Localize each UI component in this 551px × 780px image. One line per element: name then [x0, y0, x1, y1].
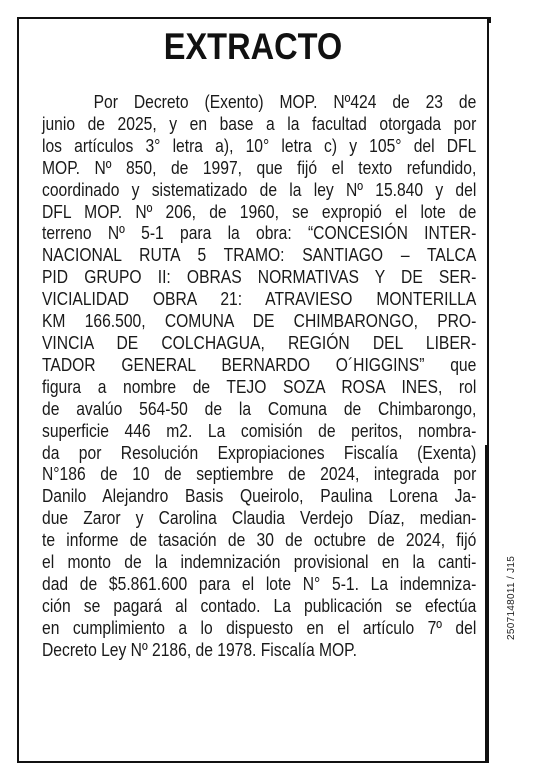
body-line: MOP. Nº 850, de 1997, que fijó el texto refundido, — [42, 157, 477, 178]
frame-side-rule — [485, 445, 489, 763]
body-line: TADOR GENERAL BERNARDO O´HIGGINS” que — [42, 354, 477, 375]
notice-title: EXTRACTO — [163, 26, 343, 67]
body-line: Por Decreto (Exento) MOP. Nº424 de 23 de — [93, 92, 477, 112]
body-line: junio de 2025, y en base a la facultad otorgada por — [42, 113, 477, 134]
body-line: VINCIA DE COLCHAGUA, REGIÓN DEL LIBER- — [42, 332, 477, 353]
body-line: los artículos 3° letra a), 10° letra c) y 105° del DFL — [42, 135, 477, 156]
body-line: NACIONAL RUTA 5 TRAMO: SANTIAGO – TALCA — [42, 245, 477, 266]
body-line: el monto de la indemnización provisional en la canti- — [42, 552, 477, 573]
body-line: Danilo Alejandro Basis Queirolo, Paulina Lorena Ja- — [42, 486, 477, 507]
body-line: VICIALIDAD OBRA 21: ATRAVIESO MONTERILLA — [42, 289, 477, 310]
body-line: ción se pagará al contado. La publicación se efectúa — [42, 595, 477, 616]
body-line: Decreto Ley Nº 2186, de 1978. Fiscalía MOP. — [42, 639, 357, 660]
body-line: figura a nombre de TEJO SOZA ROSA INES, rol — [42, 376, 477, 397]
body-line: N°186 de 10 de septiembre de 2024, integrada por — [42, 464, 477, 485]
body-line: superficie 446 m2. La comisión de peritos, nombra- — [42, 420, 477, 441]
body-line: da por Resolución Expropiaciones Fiscalía (Exenta) — [42, 442, 477, 463]
body-line: PID GRUPO II: OBRAS NORMATIVAS Y DE SER- — [42, 267, 477, 288]
body-line: en cumplimiento a lo dispuesto en el artículo 7º del — [42, 617, 477, 638]
body-line: DFL MOP. Nº 206, de 1960, se expropió el lote de — [42, 201, 477, 222]
body-line: KM 166.500, COMUNA DE CHIMBARONGO, PRO- — [42, 311, 477, 332]
body-line: due Zaror y Carolina Claudia Verdejo Díaz, median- — [42, 508, 477, 529]
notice-body — [42, 92, 476, 662]
body-line: dad de $5.861.600 para el lote N° 5-1. La indemniza- — [42, 573, 477, 594]
publication-code: 2507148011 / J15 — [506, 555, 517, 640]
frame-corner-rule — [489, 17, 491, 23]
body-line: terreno Nº 5-1 para la obra: “CONCESIÓN INTER- — [42, 223, 477, 244]
body-line: de avalúo 564-50 de la Comuna de Chimbarongo, — [42, 398, 477, 419]
body-line: coordinado y sistematizado de la ley Nº 15.840 y del — [42, 179, 477, 200]
body-line: te informe de tasación de 30 de octubre de 2024, fijó — [42, 530, 477, 551]
